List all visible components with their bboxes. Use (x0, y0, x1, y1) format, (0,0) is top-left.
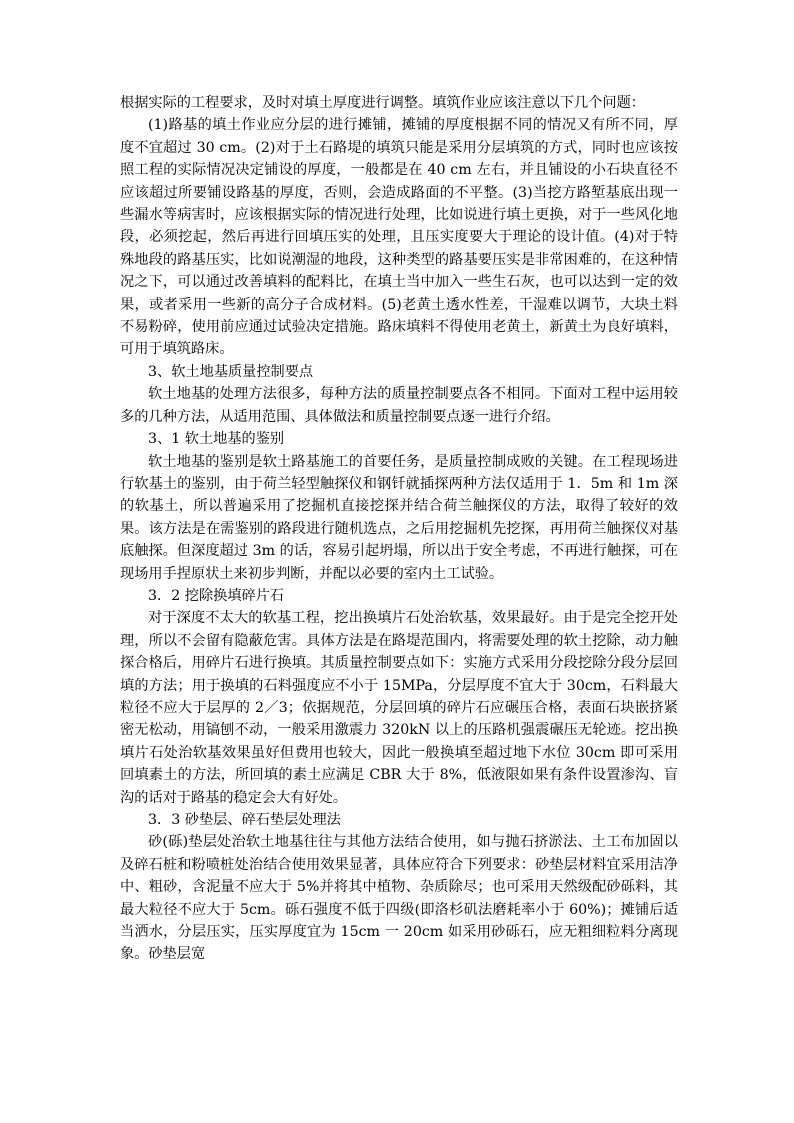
section-heading-3-1: 3、1 软土地基的鉴别 (148, 431, 285, 448)
section-heading-3: 3、软土地基质量控制要点 (148, 363, 314, 380)
paragraph-sand-cushion: 砂(砾)垫层处治软土地基往往与其他方法结合使用，如与抛石挤淤法、土工布加固以及碎石桩和粉喷桩处治结合使用效果显著，具体应符合下列要求：砂垫层材料宜采用洁净中、粗砂，含泥量不应大于 5%并将其中植物、杂质除尽；也可采用天然级配砂砾料，其最大粒径不应大于 5cm。砾石强度不低于四级(即洛杉矶法磨耗率小于 60%)；摊铺后适当洒水，分层压实，压实厚度宜为 15cm 一 20cm 如采用砂砾石，应无粗细粒料分离现象。砂垫层宽 (120, 834, 678, 963)
section-heading-3-2: 3．2 挖除换填碎片石 (148, 587, 285, 604)
paragraph-soft-soil-identification: 软土地基的鉴别是软土路基施工的首要任务，是质量控制成败的关键。在工程现场进行软基土的鉴别，由于荷兰轻型触探仪和钢钎就插探两种方法仅适用于 1．5m 和 1m 深的软基土，所以普遍采用了挖掘机直接挖探并结合荷兰触探仪的方法，取得了较好的效果。该方法是在需鉴别的路段进行随机选点，之后用挖掘机先挖探，再用荷兰触探仪对基底触探。但深度超过 3m 的话，容易引起坍塌，所以出于安全考虑，不再进行触探，可在现场用手捏原状土来初步判断，并配以必要的室内土工试验。 (120, 453, 678, 582)
document-page (120, 92, 678, 966)
paragraph-filling-issues: (1)路基的填土作业应分层的进行摊铺，摊铺的厚度根据不同的情况又有所不同，厚度不宜超过 30 cm。(2)对于土石路堤的填筑只能是采用分层填筑的方式，同时也应该按照工程的实际情况决定铺设的厚度，一般都是在 40 cm 左右，并且铺设的小石块直径不应该超过所要铺设路基的厚度，否则，会造成路面的不平整。(3)当挖方路堑基底出现一些漏水等病害时，应该根据实际的情况进行处理，比如说进行填土更换，对于一些风化地段，必须挖起，然后再进行回填压实的处理，且压实度要大于理论的设计值。(4)对于特殊地段的路基压实，比如说潮湿的地段，这种类型的路基要压实是非常困难的，在这种情况之下，可以通过改善填料的配料比，在填土当中加入一些生石灰，也可以达到一定的效果，或者采用一些新的高分子合成材料。(5)老黄土透水性差，干湿难以调节，大块土料不易粉碎，使用前应通过试验决定措施。路床填料不得使用老黄土，新黄土为良好填料，可用于填筑路床。 (120, 117, 678, 358)
paragraph-intro: 根据实际的工程要求，及时对填土厚度进行调整。填筑作业应该注意以下几个问题： (120, 95, 645, 111)
paragraph-soft-soil-overview: 软土地基的处理方法很多，每种方法的质量控制要点各不相同。下面对工程中运用较多的几种方法，从适用范围、具体做法和质量控制要点逐一进行介绍。 (120, 386, 678, 425)
paragraph-replacement-fill: 对于深度不太大的软基工程，挖出换填片石处治软基，效果最好。由于是完全挖开处理，所以不会留有隐蔽危害。具体方法是在路堤范围内，将需要处理的软土挖除，动力触探合格后，用碎片石进行换填。其质量控制要点如下：实施方式采用分段挖除分段分层回填的方法；用于换填的石料强度应不小于 15MPa，分层厚度不宜大于 30cm，石料最大粒径不应大于层厚的 2／3；依据规范，分层回填的碎片石应碾压合格，表面石块嵌挤紧密无松动，用镐刨不动，一般采用激震力 320kN 以上的压路机强震碾压无轮迹。挖出换填片石处治软基效果虽好但费用也较大，因此一般换填至超过地下水位 30cm 即可采用回填素土的方法，所回填的素土应满足 CBR 大于 8%，低液限如果有条件设置渗沟、盲沟的话对于路基的稳定会大有好处。 (120, 610, 678, 806)
section-heading-3-3: 3．3 砂垫层、碎石垫层处理法 (148, 812, 341, 828)
